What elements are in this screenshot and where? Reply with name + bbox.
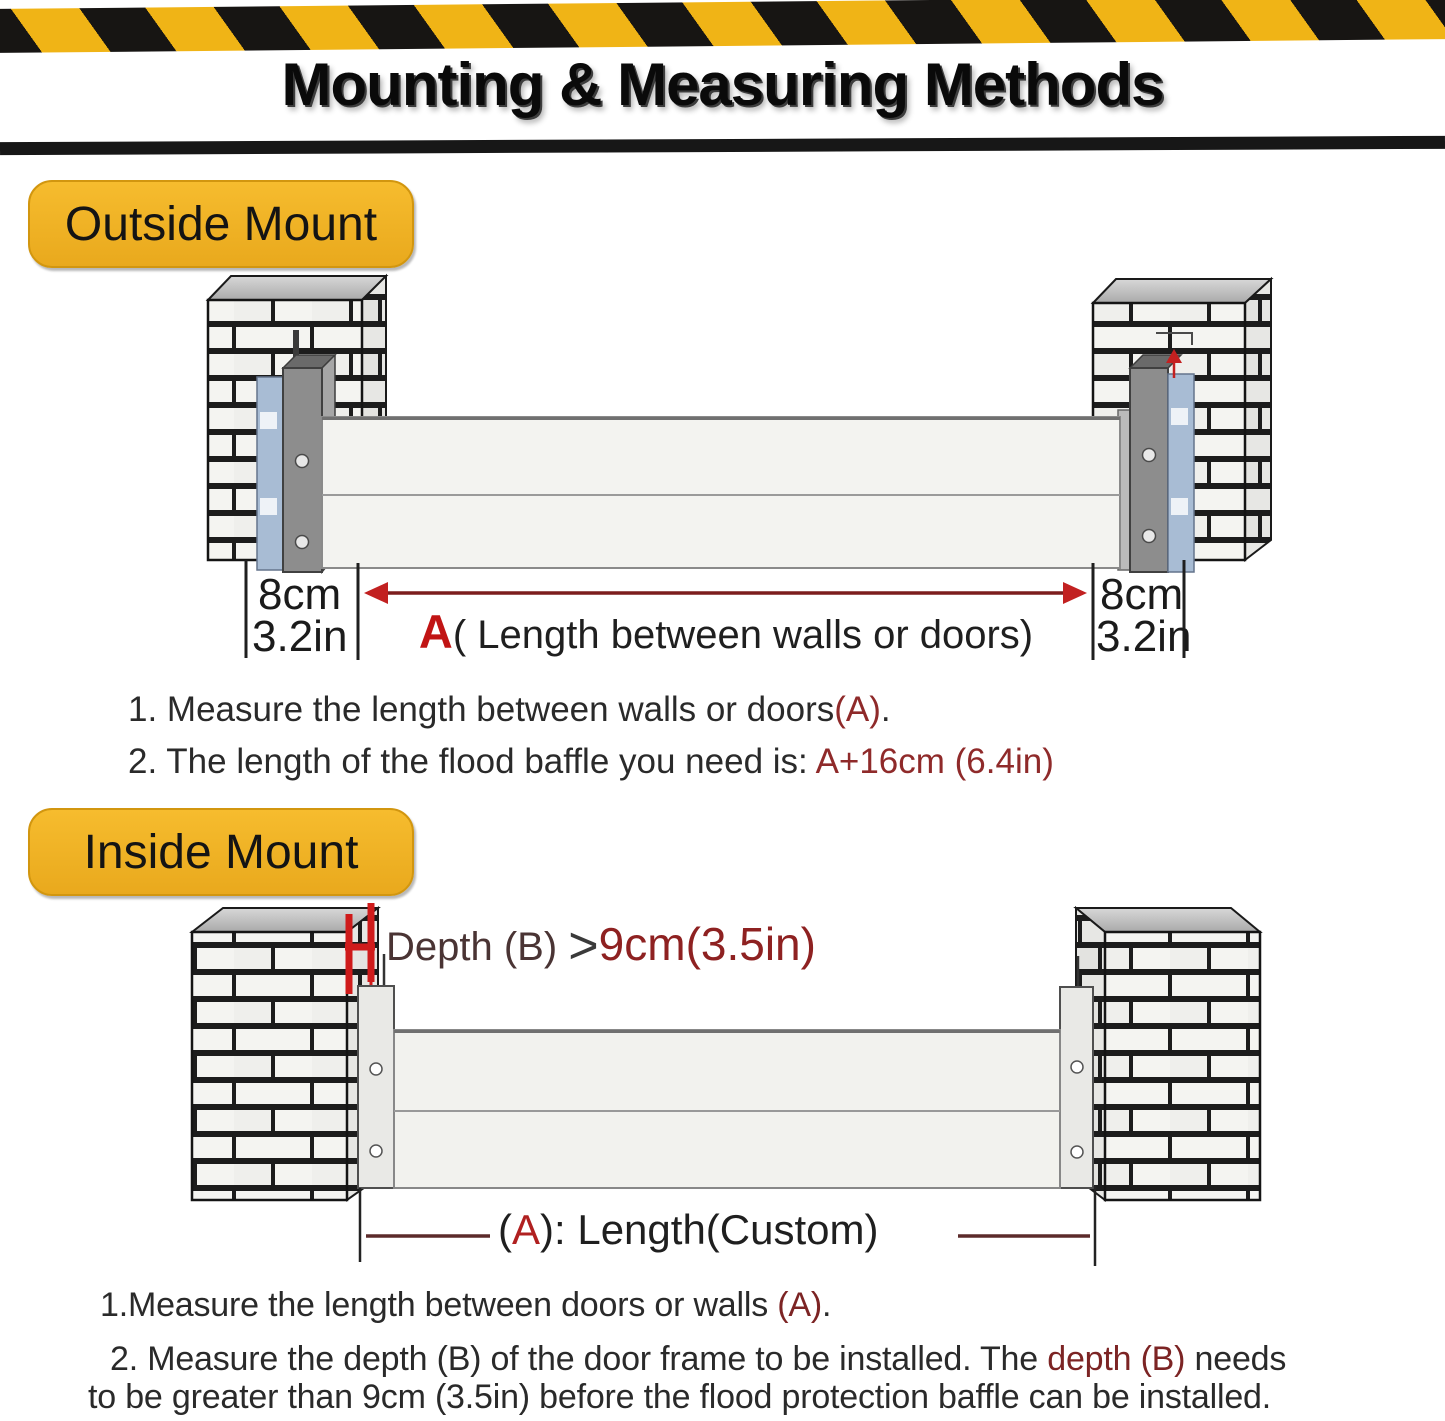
outside-step-1: 1. Measure the length between walls or doors(A). bbox=[128, 690, 891, 729]
page-title: Mounting & Measuring Methods bbox=[281, 51, 1164, 118]
left-mounting-rail bbox=[358, 954, 394, 1188]
letter-a-red: A bbox=[418, 605, 453, 658]
inside-step-2-row-1: 2. Measure the depth (B) of the door frame to be installed. The depth (B) needs bbox=[110, 1340, 1287, 1378]
badge-label: Inside Mount bbox=[83, 825, 359, 879]
arrow-left-icon bbox=[364, 582, 388, 604]
inside-mount-badge bbox=[28, 808, 414, 896]
flood-barrier-panels bbox=[322, 417, 1120, 568]
letter-a-red: A bbox=[512, 1206, 541, 1253]
length-label: (A): Length(Custom) bbox=[498, 1206, 879, 1253]
outside-step-2: 2. The length of the flood baffle you need is: A+16cm (6.4in) bbox=[128, 742, 1054, 781]
depth-label: Depth (B) >9cm(3.5in) bbox=[386, 917, 816, 975]
badge-label: Outside Mount bbox=[64, 197, 378, 251]
inside-step-2-row-2: to be greater than 9cm (3.5in) before the flood protection baffle can be installed. bbox=[88, 1378, 1271, 1416]
inside-step-1: 1.Measure the length between doors or walls (A). bbox=[100, 1286, 832, 1324]
left-offset-in-label: 3.2in bbox=[252, 612, 348, 661]
flood-barrier-panels bbox=[394, 1030, 1060, 1188]
right-offset-in-label: 3.2in bbox=[1096, 612, 1192, 661]
outside-mount-badge bbox=[28, 180, 414, 268]
right-brick-pillar bbox=[1076, 908, 1260, 1200]
right-offset-cm-label: 8cm bbox=[1100, 570, 1184, 619]
arrow-right-icon bbox=[1063, 582, 1087, 604]
right-mounting-rail bbox=[1060, 956, 1093, 1188]
left-offset-cm-label: 8cm bbox=[258, 570, 342, 619]
span-length-label: A( Length between walls or doors) bbox=[418, 605, 1034, 658]
